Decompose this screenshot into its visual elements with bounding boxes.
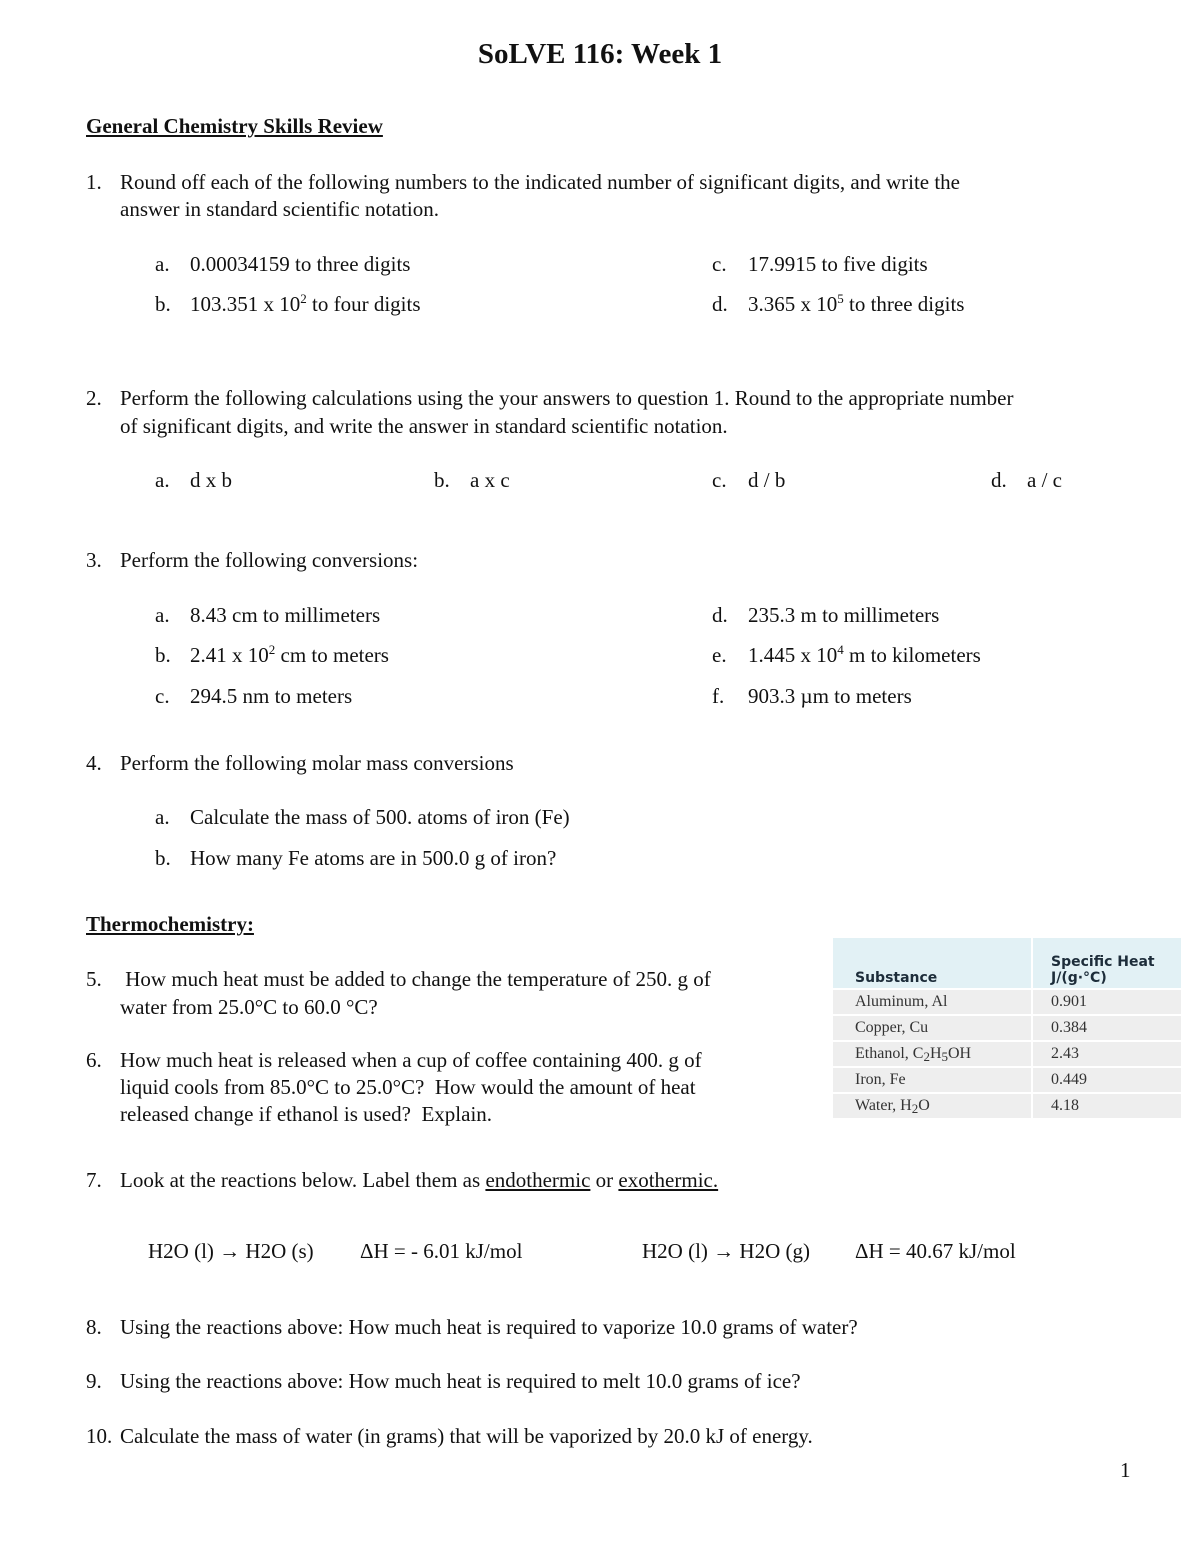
equation-1-reaction: H2O (l) → H2O (s) (148, 1239, 314, 1263)
question-3-text: Perform the following conversions: (120, 548, 419, 572)
question-5-line-2: water from 25.0°C to 60.0 °C? (120, 995, 378, 1019)
question-6-line-3: released change if ethanol is used? Explain. (120, 1102, 493, 1126)
q2-d-label: d. (991, 468, 1007, 492)
q3-a-label: a. (155, 603, 170, 627)
q3-e-label: e. (712, 643, 727, 667)
question-8-number: 8. (86, 1315, 102, 1339)
table-cell-value: 0.384 (1032, 1015, 1182, 1041)
question-9-text: Using the reactions above: How much heat is required to melt 10.0 grams of ice? (120, 1369, 801, 1393)
q4-a-text: Calculate the mass of 500. atoms of iron (Fe) (190, 805, 570, 829)
page-title: SoLVE 116: Week 1 (477, 38, 723, 70)
table-cell-value: 0.449 (1032, 1067, 1182, 1093)
specific-heat-header-line-1: Specific Heat (1051, 954, 1155, 970)
q2-a-text: d x b (190, 468, 232, 492)
q3-a-text: 8.43 cm to millimeters (190, 603, 381, 627)
equation-2-enthalpy: ΔH = 40.67 kJ/mol (855, 1239, 1016, 1263)
q4-b-label: b. (155, 846, 171, 870)
table-row (833, 1093, 1182, 1118)
q1-a-text: 0.00034159 to three digits (190, 252, 411, 276)
question-2-line-2: of significant digits, and write the answer in standard scientific notation. (120, 414, 728, 438)
question-2-number: 2. (86, 386, 102, 410)
question-8-text: Using the reactions above: How much heat is required to vaporize 10.0 grams of water? (120, 1315, 858, 1339)
page-number: 1 (1120, 1458, 1131, 1482)
q1-a-label: a. (155, 252, 170, 276)
q3-e-text: 1.445 x $10^4$ m to kilometers (748, 642, 981, 667)
table-cell-substance: Copper, Cu (833, 1015, 1032, 1041)
question-7-number: 7. (86, 1168, 102, 1192)
q1-d-label: d. (712, 292, 728, 316)
q2-b-label: b. (434, 468, 450, 492)
q3-f-text: 903.3 µm to meters (748, 684, 912, 708)
question-1-number: 1. (86, 170, 102, 194)
table-cell-substance: Aluminum, Al (833, 989, 1032, 1015)
q1-c-label: c. (712, 252, 727, 276)
equation-1-enthalpy: ΔH = - 6.01 kJ/mol (360, 1239, 523, 1263)
q1-d-text: 3.365 x $10^5$ to three digits (748, 291, 965, 316)
question-4-text: Perform the following molar mass conversions (120, 751, 514, 775)
question-5-line-1: How much heat must be added to change the temperature of 250. g of (120, 967, 711, 991)
question-1-line-1: Round off each of the following numbers to the indicated number of significant digits, and write the (120, 170, 960, 194)
question-4-number: 4. (86, 751, 102, 775)
question-9-number: 9. (86, 1369, 102, 1393)
q3-d-text: 235.3 m to millimeters (748, 603, 940, 627)
exothermic-term: exothermic. (618, 1168, 719, 1192)
question-10-number: 10. (86, 1424, 113, 1448)
q2-a-label: a. (155, 468, 170, 492)
q1-c-text: 17.9915 to five digits (748, 252, 928, 276)
table-cell-substance: Iron, Fe (833, 1067, 1032, 1093)
q2-b-text: a x c (470, 468, 510, 492)
question-6-line-2: liquid cools from 85.0°C to 25.0°C? How would the amount of heat (120, 1075, 696, 1099)
table-row (833, 989, 1182, 1015)
q3-b-label: b. (155, 643, 171, 667)
q3-f-label: f. (712, 684, 725, 708)
question-6-line-1: How much heat is released when a cup of coffee containing 400. g of (120, 1048, 702, 1072)
question-5-number: 5. (86, 967, 102, 991)
table-row (833, 1067, 1182, 1093)
q3-c-label: c. (155, 684, 170, 708)
q4-b-text: How many Fe atoms are in 500.0 g of iron? (190, 846, 557, 870)
question-3-number: 3. (86, 548, 102, 572)
table-row (833, 1015, 1182, 1041)
question-2-line-1: Perform the following calculations using the your answers to question 1. Round to the appropriate number (120, 386, 1014, 410)
table-header-row (833, 938, 1182, 989)
table-cell-value: 0.901 (1032, 989, 1182, 1015)
table-header-specific-heat (1032, 938, 1182, 989)
equation-2-reaction: H2O (l) → H2O (g) (642, 1239, 810, 1263)
question-1-line-2: answer in standard scientific notation. (120, 197, 439, 221)
question-10-text: Calculate the mass of water (in grams) that will be vaporized by 20.0 kJ of energy. (120, 1424, 813, 1448)
table-row (833, 1041, 1182, 1067)
q4-a-label: a. (155, 805, 170, 829)
specific-heat-header-line-2: J/(g·°C) (1051, 970, 1107, 986)
table-cell-substance: Water, $H_2O$ (833, 1093, 1032, 1118)
table-cell-substance: Ethanol, $C_2H_5OH$ (833, 1041, 1032, 1067)
q3-b-text: 2.41 x $10^2$ cm to meters (190, 642, 389, 667)
table-header-substance: Substance (833, 938, 1032, 989)
q2-d-text: a / c (1027, 468, 1062, 492)
table-cell-value: 2.43 (1032, 1041, 1182, 1067)
section-heading-thermochemistry: Thermochemistry: (86, 912, 254, 936)
q1-b-label: b. (155, 292, 171, 316)
specific-heat-table (833, 938, 1183, 1118)
q3-d-label: d. (712, 603, 728, 627)
section-heading-general-chemistry: General Chemistry Skills Review (86, 114, 383, 138)
q1-b-text: 103.351 x $10^2$ to four digits (190, 291, 421, 316)
question-7-text: Look at the reactions below. Label them as endothermic or exothermic. (120, 1168, 719, 1192)
q2-c-text: d / b (748, 468, 786, 492)
table-cell-value: 4.18 (1032, 1093, 1182, 1118)
question-6-number: 6. (86, 1048, 102, 1072)
q2-c-label: c. (712, 468, 727, 492)
q3-c-text: 294.5 nm to meters (190, 684, 353, 708)
endothermic-term: endothermic (485, 1168, 591, 1192)
